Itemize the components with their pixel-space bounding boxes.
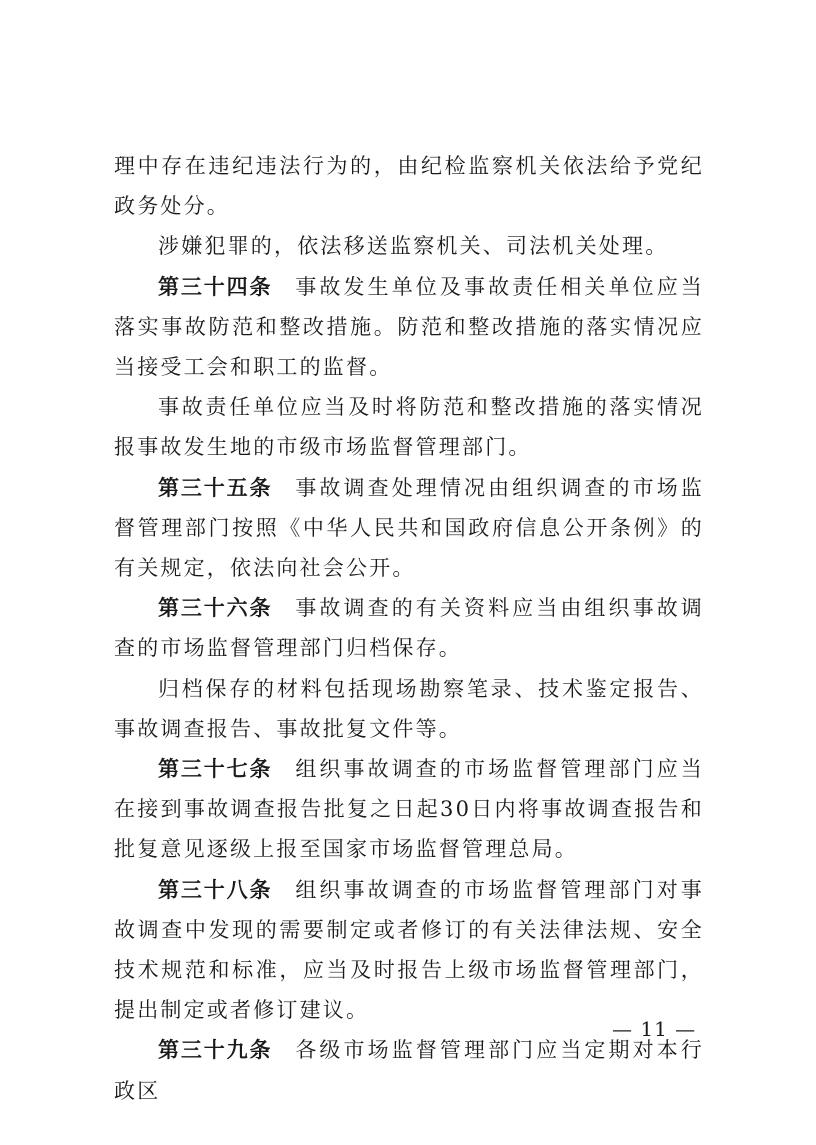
article-heading: 第三十八条 xyxy=(158,877,273,902)
article-text: 事故调查处理情况由组织调查的市场监督管理部门按照《中华人民共和国政府信息公开条例》的有关规定，依法向社会公开。 xyxy=(114,475,704,581)
article-heading: 第三十七条 xyxy=(158,757,273,782)
paragraph xyxy=(114,226,704,266)
article-heading: 第三十六条 xyxy=(158,596,273,621)
article-text: 事故调查的有关资料应当由组织事故调查的市场监督管理部门归档保存。 xyxy=(114,596,704,661)
article-38 xyxy=(114,870,704,1031)
article-35 xyxy=(114,468,704,589)
article-text: 事故发生单位及事故责任相关单位应当落实事故防范和整改措施。防范和整改措施的落实情况应当接受工会和职工的监督。 xyxy=(114,274,704,380)
article-heading: 第三十四条 xyxy=(158,274,273,299)
paragraph xyxy=(114,387,704,467)
paragraph-text: 理中存在违纪违法行为的，由纪检监察机关依法给予党纪政务处分。 xyxy=(114,154,704,219)
article-34 xyxy=(114,267,704,388)
body-text xyxy=(114,146,704,1111)
paragraph-text: 归档保存的材料包括现场勘察笔录、技术鉴定报告、事故调查报告、事故批复文件等。 xyxy=(114,676,704,741)
article-39 xyxy=(114,1030,704,1110)
article-text: 组织事故调查的市场监督管理部门应当在接到事故调查报告批复之日起30日内将事故调查报告和批复意见逐级上报至国家市场监督管理总局。 xyxy=(114,757,704,862)
article-text: 各级市场监督管理部门应当定期对本行政区 xyxy=(114,1038,704,1103)
page-number: — 11 — xyxy=(612,1017,697,1041)
article-37 xyxy=(114,749,704,870)
paragraph-text: 涉嫌犯罪的，依法移送监察机关、司法机关处理。 xyxy=(158,234,669,259)
paragraph-continuation xyxy=(114,146,704,226)
paragraph-text: 事故责任单位应当及时将防范和整改措施的落实情况报事故发生地的市级市场监督管理部门。 xyxy=(114,395,704,460)
article-heading: 第三十五条 xyxy=(158,475,273,500)
article-text: 组织事故调查的市场监督管理部门对事故调查中发现的需要制定或者修订的有关法律法规、安全技术规范和标准，应当及时报告上级市场监督管理部门，提出制定或者修订建议。 xyxy=(114,877,704,1023)
article-heading: 第三十九条 xyxy=(158,1038,273,1063)
article-36 xyxy=(114,588,704,668)
paragraph xyxy=(114,669,704,749)
